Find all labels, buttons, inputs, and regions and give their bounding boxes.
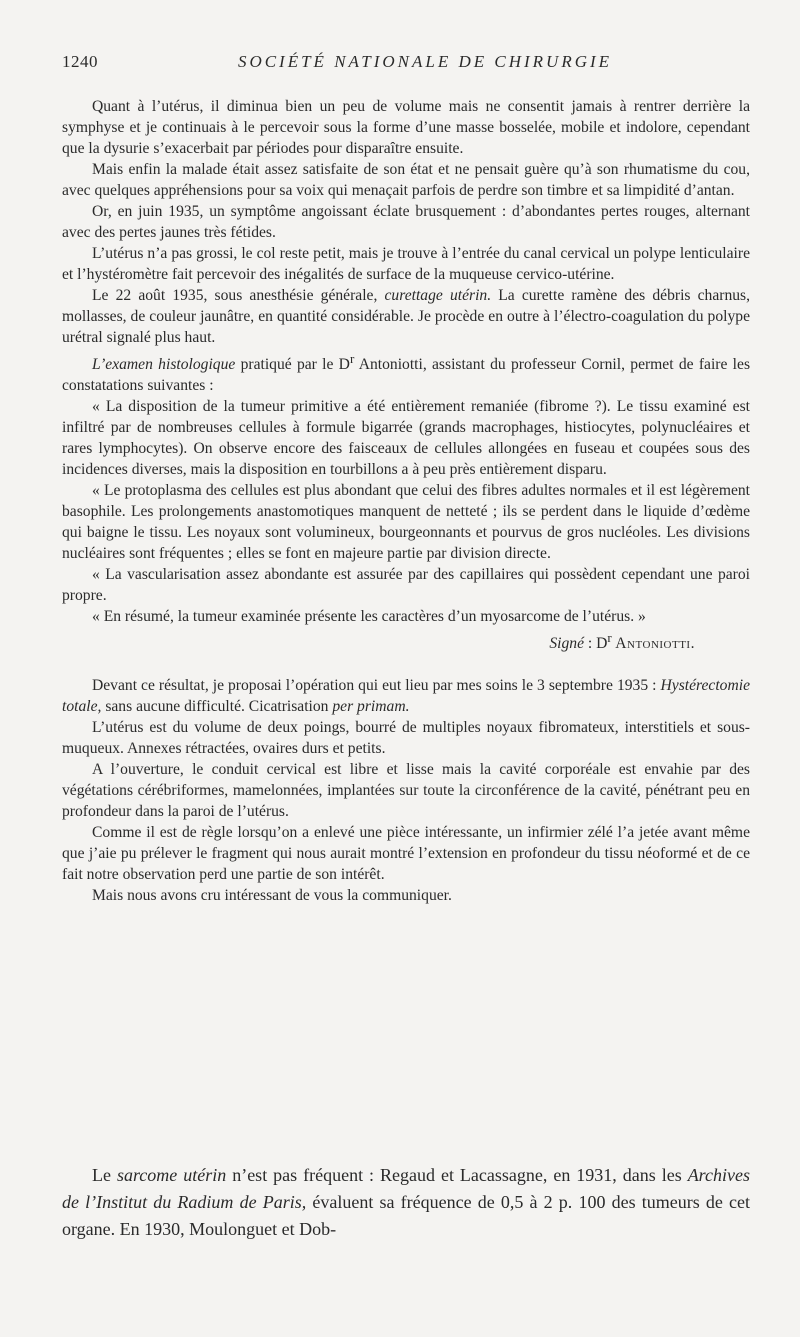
quote-paragraph: « En résumé, la tumeur examinée présente les caractères d’un myosarcome de l’utérus. »	[92, 608, 646, 626]
signature	[62, 627, 695, 654]
paragraph: L’utérus est du volume de deux poings, bourré de multiples noyaux fibromateux, interstitiels et sous-muqueux. Annexes rétractées, ovaires durs et petits.	[62, 719, 750, 758]
text-run: évaluent sa fréquence de 0,5 à 2 p. 100 des tumeurs de cet organe. En 1930, Moulonguet et Dob-	[62, 1192, 751, 1239]
superscript: r	[607, 630, 612, 646]
running-title: SOCIÉTÉ NATIONALE DE CHIRURGIE	[237, 52, 613, 71]
emphasis: L’examen histologique	[92, 356, 236, 374]
page-number: 1240	[62, 52, 98, 71]
page-header	[62, 52, 748, 76]
emphasis: sarcome utérin	[116, 1165, 227, 1185]
paragraph	[62, 285, 750, 348]
text-run: sans aucune difficulté. Cicatrisation	[101, 698, 333, 716]
paragraph: Mais enfin la malade était assez satisfaite de son état et ne pensait guère qu’à son rhumatisme du cou, avec quelques appréhensions pour sa voix qui menaçait parfois de perdre son timbre et sa limpidité d’antan.	[62, 161, 750, 199]
text-run: Le 22 août 1935, sous anesthésie générale,	[92, 287, 385, 304]
paragraph: Or, en juin 1935, un symptôme angoissant éclate brusquement : d’abondantes pertes rouges, alternant avec des pertes jaunes très fétides.	[62, 203, 750, 241]
paragraph: L’utérus n’a pas grossi, le col reste petit, mais je trouve à l’entrée du canal cervical un polype lenticulaire et l’hystéromètre fait percevoir des inégalités de surface de la muqueuse cervico-utérine.	[62, 245, 750, 283]
paragraph: Comme il est de règle lorsqu’on a enlevé une pièce intéressante, un infirmier zélé l’a jetée avant même que j’aie pu prélever le fragment qui nous aurait montré l’extension en profondeur du tissu néoformé et de ce fait notre observation perd une partie de son intérêt.	[62, 824, 750, 884]
emphasis: Archives de l’Institut du Radium de Paris,	[62, 1165, 750, 1212]
text-run: La curette ramène des débris charnus, mollasses, de couleur jaunâtre, en quantité considérable. Je procède en outre à l’électro-coagulation du polype urétral signalé plus haut.	[62, 287, 751, 346]
quote-paragraph: « Le protoplasma des cellules est plus abondant que celui des fibres adultes normales et il est légèrement basophile. Les prolongements anastomotiques manquent de netteté ; ils se perdent dans le liquide d’œdème qui baigne le tissu. Les noyaux sont volumineux, bourgeonnants et pourvus de gros nucléoles. Les divisions nucléaires sont fréquentes ; elles se font en majeure partie par division directe.	[62, 482, 750, 563]
text-run: pratiqué par le D	[235, 356, 350, 374]
emphasis: Signé	[549, 635, 584, 653]
quote-paragraph: « La disposition de la tumeur primitive a été entièrement remaniée (fibrome ?). Le tissu examiné est infiltré par de nombreuses cellules à formule bigarrée (grands macrophages, histiocytes, polynucléaires et rares lymphocytes). On observe encore des faisceaux de cellules allongées en fuseau et coupées sous des incidences diverses, mais la disposition en tourbillons a à peu près entièrement disparu.	[62, 398, 750, 479]
paragraph	[62, 348, 750, 396]
signature-name: Antoniotti.	[611, 635, 695, 653]
paragraph: Mais nous avons cru intéressant de vous la communiquer.	[92, 887, 452, 905]
text-run: : D	[584, 635, 608, 653]
superscript: r	[349, 351, 355, 366]
spacer	[62, 654, 750, 675]
text-run: n’est pas fréquent : Regaud et Lacassagne, en 1931, dans les	[226, 1165, 688, 1185]
paragraph	[62, 1162, 750, 1243]
emphasis: curettage utérin.	[384, 287, 492, 304]
text-run: Antoniotti, assistant du professeur Cornil, permet de faire les constatations suivantes :	[62, 356, 751, 395]
text-run: Le	[92, 1165, 117, 1185]
paragraph	[62, 675, 750, 717]
paragraph: A l’ouverture, le conduit cervical est libre et lisse mais la cavité corporéale est envahie par des végétations cérébriformes, mamelonnées, implantées sur toute la circonférence de la cavité, pénétrant peu en profondeur dans la paroi de l’utérus.	[62, 761, 750, 821]
paragraph: Quant à l’utérus, il diminua bien un peu de volume mais ne consentit jamais à rentrer derrière la symphyse et je continuais à le percevoir sous la forme d’une masse bosselée, mobile et indolore, cependant que la dysurie s’exacerbait par périodes pour disparaître ensuite.	[62, 98, 750, 157]
emphasis: Hystérectomie totale,	[62, 677, 750, 716]
text-run: Devant ce résultat, je proposai l’opération qui eut lieu par mes soins le 3 septembre 1935 :	[92, 677, 661, 695]
discussion-section	[62, 1162, 750, 1243]
article-body	[62, 96, 750, 906]
quote-paragraph: « La vascularisation assez abondante est assurée par des capillaires qui possèdent cependant une paroi propre.	[62, 566, 750, 605]
emphasis: per primam.	[332, 698, 410, 716]
